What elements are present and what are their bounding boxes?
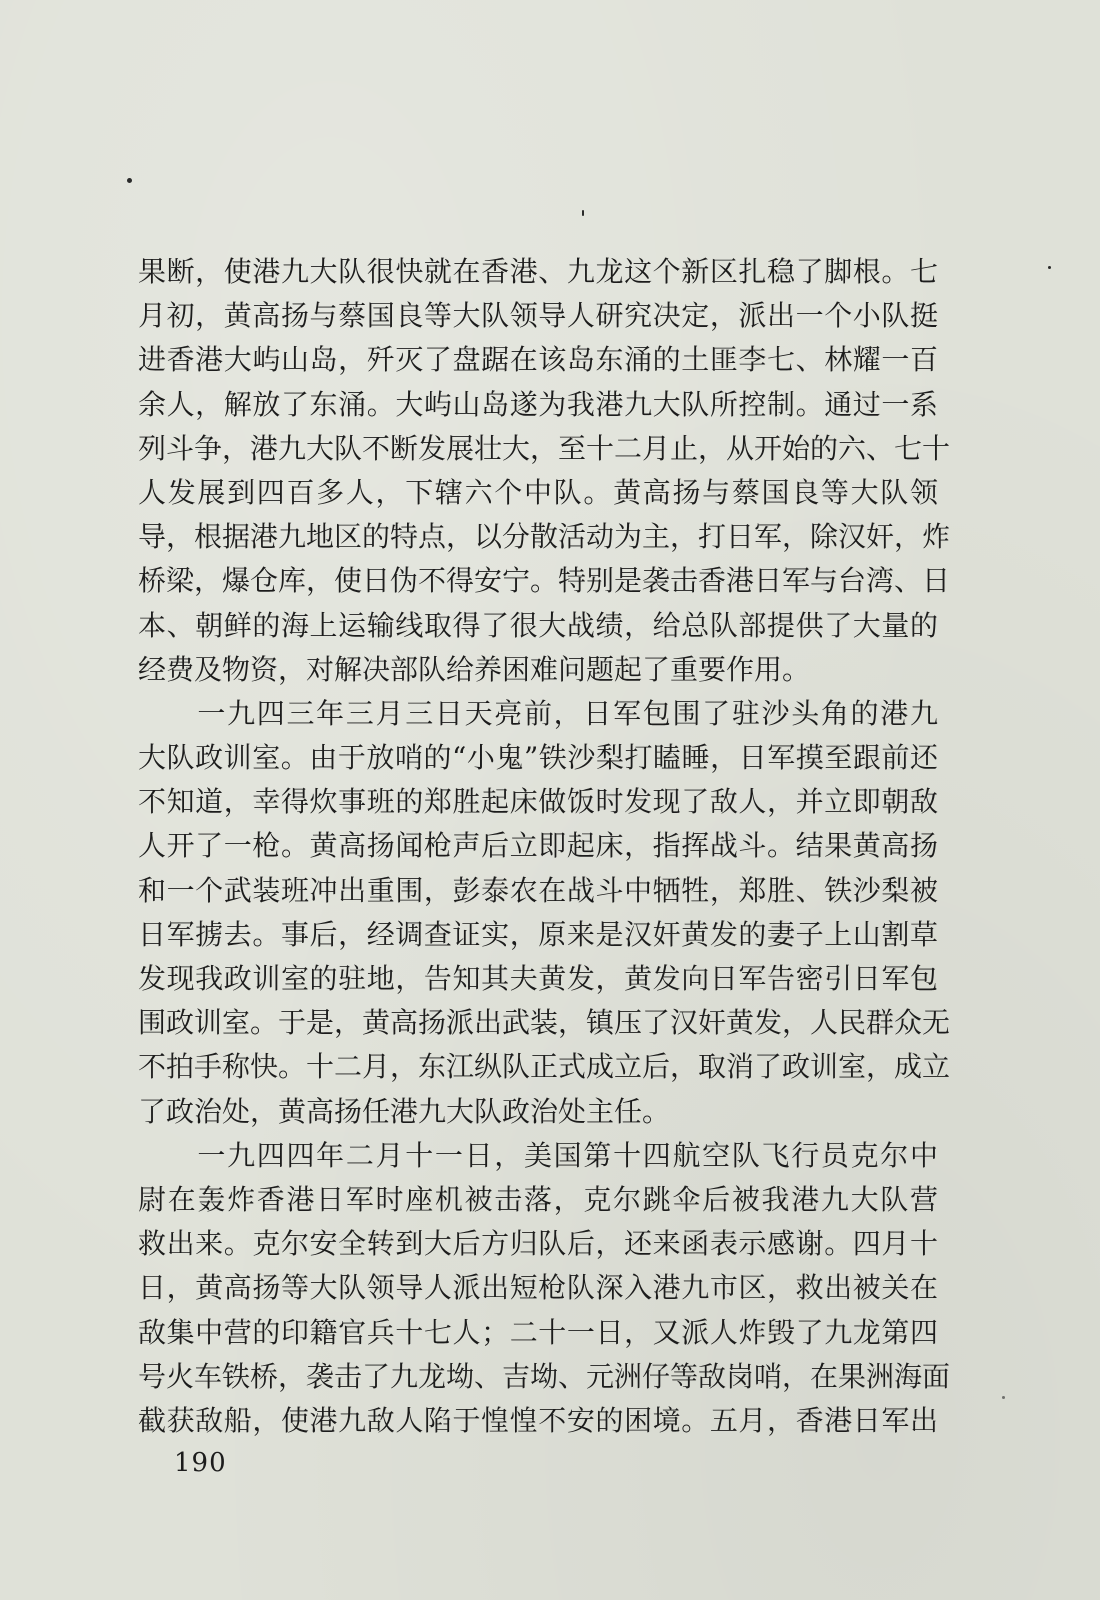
text-line: 经费及物资，对解决部队给养困难问题起了重要作用。	[138, 652, 811, 686]
text-line: 月初，黄高扬与蔡国良等大队领导人研究决定，派出一个小队挺	[138, 299, 938, 333]
text-line: 人发展到四百多人，下辖六个中队。黄高扬与蔡国良等大队领	[138, 475, 938, 509]
text-line: 余人，解放了东涌。大屿山岛遂为我港九大队所控制。通过一系	[138, 387, 938, 421]
text-line: 人开了一枪。黄高扬闻枪声后立即起床，指挥战斗。结果黄高扬	[138, 829, 938, 863]
text-line: 一九四四年二月十一日，美国第十四航空队飞行员克尔中	[138, 1138, 938, 1172]
text-line: 发现我政训室的驻地，告知其夫黄发，黄发向日军告密引日军包	[138, 962, 938, 995]
page-number: 190	[174, 1448, 227, 1478]
ink-speck	[1048, 266, 1051, 269]
text-line: 围政训室。于是，黄高扬派出武装，镇压了汉奸黄发，人民群众无	[138, 1006, 951, 1040]
text-line: 桥梁，爆仓库，使日伪不得安宁。特别是袭击香港日军与台湾、日	[138, 564, 951, 598]
text-line: 日军掳去。事后，经调查证实，原来是汉奸黄发的妻子上山割草	[138, 917, 938, 951]
text-line: 救出来。克尔安全转到大后方归队后，还来函表示感谢。四月十	[138, 1227, 938, 1261]
text-line: 尉在轰炸香港日军时座机被击落，克尔跳伞后被我港九大队营	[138, 1182, 938, 1216]
ink-speck	[1002, 1396, 1005, 1399]
text-line: 果断，使港九大队很快就在香港、九龙这个新区扎稳了脚根。七	[138, 255, 938, 288]
text-line: 导，根据港九地区的特点，以分散活动为主，打日军，除汉奸，炸	[138, 520, 951, 554]
text-line: 大队政训室。由于放哨的“小鬼”铁沙梨打瞌睡，日军摸至跟前还	[138, 741, 938, 775]
body-text	[138, 250, 951, 1443]
text-line: 不知道，幸得炊事班的郑胜起床做饭时发现了敌人，并立即朝敌	[138, 785, 938, 819]
text-line: 和一个武装班冲出重围，彭泰农在战斗中牺牲，郑胜、铁沙梨被	[138, 873, 938, 907]
text-line: 进香港大屿山岛，歼灭了盘踞在该岛东涌的土匪李七、林耀一百	[138, 343, 938, 377]
text-line: 了政治处，黄高扬任港九大队政治处主任。	[138, 1094, 671, 1128]
text-line: 截获敌船，使港九敌人陷于惶惶不安的困境。五月，香港日军出	[138, 1403, 938, 1437]
ink-speck	[582, 210, 584, 216]
text-line: 日，黄高扬等大队领导人派出短枪队深入港九市区，救出被关在	[138, 1271, 938, 1305]
text-line: 列斗争，港九大队不断发展壮大，至十二月止，从开始的六、七十	[138, 431, 951, 465]
text-line: 不拍手称快。十二月，东江纵队正式成立后，取消了政训室，成立	[138, 1050, 951, 1084]
text-line: 敌集中营的印籍官兵十七人；二十一日，又派人炸毁了九龙第四	[138, 1315, 938, 1349]
text-line: 号火车铁桥，袭击了九龙坳、吉坳、元洲仔等敌岗哨，在果洲海面	[138, 1359, 951, 1393]
text-line: 一九四三年三月三日天亮前，日军包围了驻沙头角的港九	[138, 696, 938, 730]
ink-speck	[127, 178, 132, 183]
text-line: 本、朝鲜的海上运输线取得了很大战绩，给总队部提供了大量的	[138, 608, 938, 642]
